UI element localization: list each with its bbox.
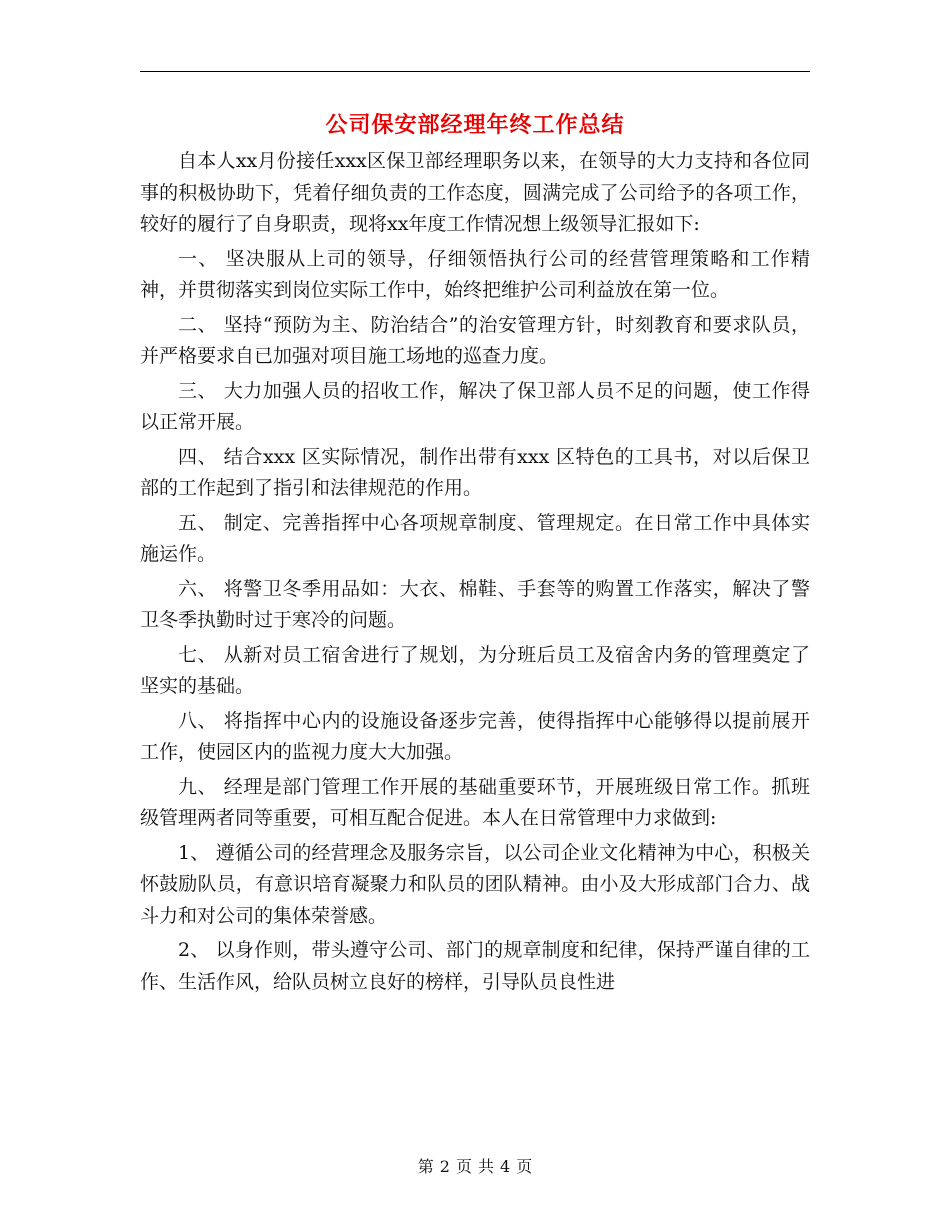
paragraph-item-2: 二、 坚持“预防为主、防治结合”的治安管理方针，时刻教育和要求队员，并严格要求自已加强对项目施工场地的巡查力度。: [140, 313, 810, 367]
paragraph-item-9: 九、 经理是部门管理工作开展的基础重要环节，开展班级日常工作。抓班级管理两者同等重要，可相互配合促进。本人在日常管理中力求做到:: [140, 775, 810, 829]
footer-unit-page: 页: [455, 1157, 472, 1176]
footer-current-page: 2: [439, 1157, 450, 1176]
paragraph-subitem-2: 2、 以身作则，带头遵守公司、部门的规章制度和纪律，保持严谨自律的工作、生活作风，给队员树立良好的榜样，引导队员良性进: [140, 939, 810, 993]
footer-unit-total: 页: [516, 1157, 533, 1176]
paragraph-item-3: 三、 大力加强人员的招收工作，解决了保卫部人员不足的问题，使工作得以正常开展。: [140, 379, 810, 433]
paragraph-item-4: 四、 结合xxx 区实际情况，制作出带有xxx 区特色的工具书，对以后保卫部的工作起到了指引和法律规范的作用。: [140, 445, 810, 499]
paragraph-item-7: 七、 从新对员工宿舍进行了规划，为分班后员工及宿舍内务的管理奠定了坚实的基础。: [140, 643, 810, 697]
footer-total-pages: 4: [500, 1157, 511, 1176]
paragraph-item-5: 五、 制定、完善指挥中心各项规章制度、管理规定。在日常工作中具体实施运作。: [140, 511, 810, 565]
page-footer: [0, 1154, 950, 1177]
document-body: [140, 146, 810, 1001]
header-rule: [140, 71, 810, 72]
paragraph-item-6: 六、 将警卫冬季用品如：大衣、棉鞋、手套等的购置工作落实，解决了警卫冬季执勤时过于寒冷的问题。: [140, 577, 810, 631]
paragraph-subitem-1: 1、 遵循公司的经营理念及服务宗旨，以公司企业文化精神为中心，积极关怀鼓励队员，有意识培育凝聚力和队员的团队精神。由小及大形成部门合力、战斗力和对公司的集体荣誉感。: [140, 841, 810, 927]
document-title: 公司保安部经理年终工作总结: [325, 113, 625, 138]
footer-label-page: 第: [417, 1157, 434, 1176]
paragraph-item-1: 一、 坚决服从上司的领导，仔细领悟执行公司的经营管理策略和工作精神，并贯彻落实到岗位实际工作中，始终把维护公司利益放在第一位。: [140, 247, 810, 301]
paragraph-intro: 自本人xx月份接任xxx区保卫部经理职务以来，在领导的大力支持和各位同事的积极协助下，凭着仔细负责的工作态度，圆满完成了公司给予的各项工作，较好的履行了自身职责，现将xx年度工作情况想上级领导汇报如下:: [140, 150, 810, 235]
paragraph-item-8: 八、 将指挥中心内的设施设备逐步完善，使得指挥中心能够得以提前展开工作，使园区内的监视力度大大加强。: [140, 709, 810, 763]
footer-label-total: 共: [478, 1157, 495, 1176]
